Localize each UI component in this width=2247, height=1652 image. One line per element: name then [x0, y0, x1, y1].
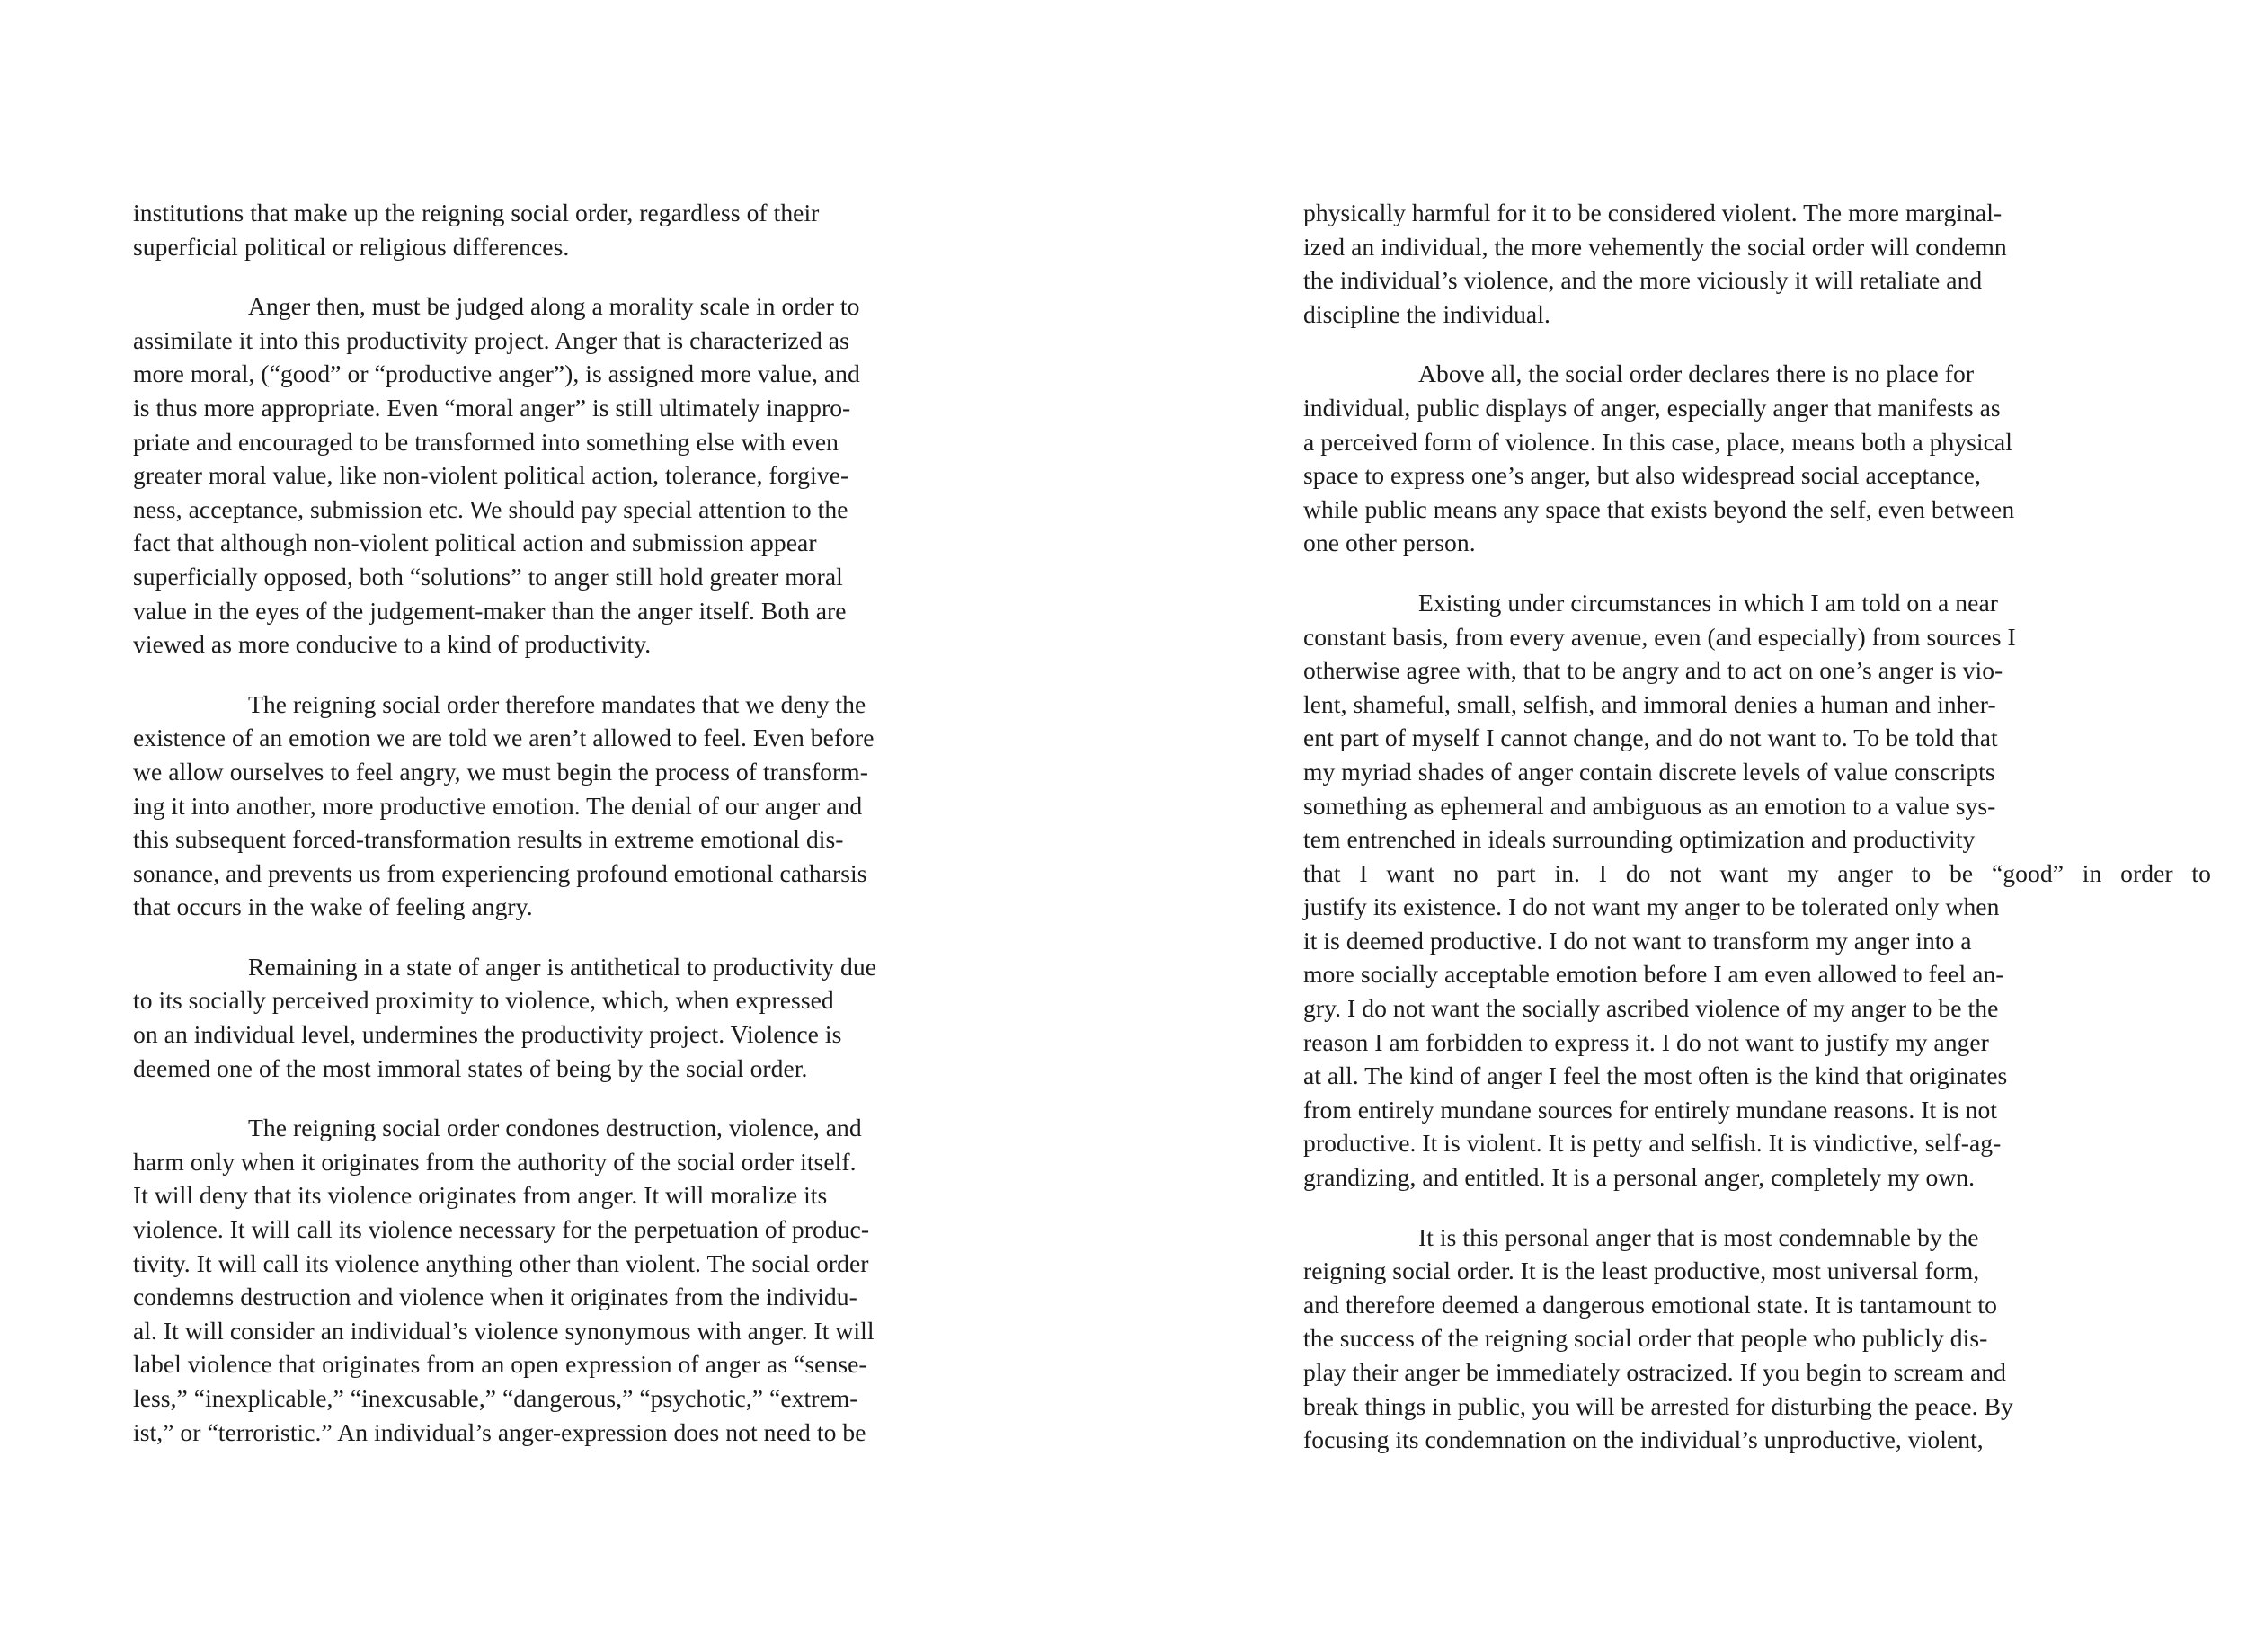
text-line: sonance, and prevents us from experiencing profound emotional catharsis: [133, 858, 867, 887]
paragraph: [133, 1111, 1043, 1449]
text-line: more moral, (“good” or “productive anger”), is assigned more value, and: [133, 360, 860, 388]
paragraph: [1303, 196, 2211, 331]
text-line: Remaining in a state of anger is antithetical to productivity due: [248, 952, 877, 981]
paragraph: [133, 196, 1043, 263]
text-line: al. It will consider an individual’s violence synonymous with anger. It will: [133, 1316, 875, 1345]
text-line: ing it into another, more productive emotion. The denial of our anger and: [133, 791, 863, 820]
text-line: label violence that originates from an open expression of anger as “sense-: [133, 1350, 867, 1379]
text-line: and therefore deemed a dangerous emotional state. It is tantamount to: [1303, 1290, 1997, 1319]
text-line: reigning social order. It is the least productive, most universal form,: [1303, 1257, 1980, 1285]
text-line: value in the eyes of the judgement-maker than the anger itself. Both are: [133, 596, 847, 625]
text-line: from entirely mundane sources for entirely mundane reasons. It is not: [1303, 1095, 1998, 1124]
text-line: ent part of myself I cannot change, and do not want to. To be told that: [1303, 724, 1998, 752]
text-line: It is this personal anger that is most condemnable by the: [1418, 1222, 1979, 1251]
text-line: individual, public displays of anger, especially anger that manifests as: [1303, 393, 2001, 422]
paragraph: [1303, 586, 2211, 1195]
text-line: tivity. It will call its violence anything other than violent. The social order: [133, 1248, 869, 1277]
text-line: It will deny that its violence originates from anger. It will moralize its: [133, 1181, 828, 1210]
paragraph: [1303, 1221, 2211, 1457]
text-line: focusing its condemnation on the individual’s unproductive, violent,: [1303, 1426, 1984, 1454]
text-line: superficially opposed, both “solutions” to anger still hold greater moral: [133, 562, 843, 591]
text-line: the success of the reigning social order that people who publicly dis-: [1303, 1324, 1988, 1353]
text-line: The reigning social order therefore mandates that we deny the: [248, 689, 866, 718]
text-line: superficial political or religious differences.: [133, 232, 570, 261]
text-line: greater moral value, like non-violent political action, tolerance, forgive-: [133, 461, 849, 490]
text-line: tem entrenched in ideals surrounding optimization and productivity: [1303, 825, 1976, 854]
text-line: we allow ourselves to feel angry, we must begin the process of transform-: [133, 757, 868, 786]
text-line: productive. It is violent. It is petty and selfish. It is vindictive, self-ag-: [1303, 1129, 2002, 1158]
text-line: justify its existence. I do not want my anger to be tolerated only when: [1303, 893, 2000, 921]
paragraph: [133, 688, 1043, 924]
text-line: grandizing, and entitled. It is a personal anger, completely my own.: [1303, 1163, 1976, 1192]
paragraph: [1303, 357, 2211, 560]
text-line: while public means any space that exists beyond the self, even between: [1303, 494, 2015, 523]
text-line: this subsequent forced-transformation results in extreme emotional dis-: [133, 825, 844, 854]
text-line: viewed as more conducive to a kind of productivity.: [133, 630, 652, 659]
text-line: assimilate it into this productivity project. Anger that is characterized as: [133, 325, 849, 354]
text-line: existence of an emotion we are told we aren’t allowed to feel. Even before: [133, 724, 875, 752]
text-line: priate and encouraged to be transformed into something else with even: [133, 427, 839, 456]
paragraph: [133, 289, 1043, 662]
text-line: at all. The kind of anger I feel the most often is the kind that originates: [1303, 1061, 2008, 1090]
text-line: ist,” or “terroristic.” An individual’s anger-expression does not need to be: [133, 1417, 866, 1446]
text-line: the individual’s violence, and the more viciously it will retaliate and: [1303, 266, 1983, 295]
text-line: condemns destruction and violence when it originates from the individu-: [133, 1283, 857, 1311]
text-line: The reigning social order condones destruction, violence, and: [248, 1114, 862, 1142]
text-line: on an individual level, undermines the productivity project. Violence is: [133, 1020, 842, 1049]
text-line: constant basis, from every avenue, even (and especially) from sources I: [1303, 622, 2016, 651]
text-line: ness, acceptance, submission etc. We should pay special attention to the: [133, 494, 848, 523]
text-line: violence. It will call its violence necessary for the perpetuation of produc-: [133, 1215, 870, 1244]
text-line: more socially acceptable emotion before I am even allowed to feel an-: [1303, 960, 2004, 989]
right-page: [1303, 196, 2211, 1483]
text-line: that occurs in the wake of feeling angry.: [133, 893, 533, 921]
text-line: harm only when it originates from the authority of the social order itself.: [133, 1147, 857, 1176]
text-line: a perceived form of violence. In this case, place, means both a physical: [1303, 427, 2012, 456]
text-line: discipline the individual.: [1303, 299, 1550, 328]
text-line: institutions that make up the reigning social order, regardless of their: [133, 199, 820, 226]
text-line: that I want no part in. I do not want my anger to be “good” in order to: [1303, 858, 2211, 887]
text-line: less,” “inexplicable,” “inexcusable,” “dangerous,” “psychotic,” “extrem-: [133, 1384, 858, 1412]
text-line: Above all, the social order declares there is no place for: [1418, 360, 1975, 388]
text-line: something as ephemeral and ambiguous as an emotion to a value sys-: [1303, 791, 1996, 820]
text-line: is thus more appropriate. Even “moral anger” is still ultimately inappro-: [133, 393, 851, 422]
text-line: fact that although non-violent political action and submission appear: [133, 528, 817, 557]
text-line: Existing under circumstances in which I am told on a near: [1418, 588, 1998, 617]
text-line: play their anger be immediately ostracized. If you begin to scream and: [1303, 1358, 2006, 1386]
text-line: Anger then, must be judged along a morality scale in order to: [248, 292, 860, 321]
text-line: gry. I do not want the socially ascribed violence of my anger to be the: [1303, 994, 1999, 1023]
text-line: otherwise agree with, that to be angry and to act on one’s anger is vio-: [1303, 656, 2003, 685]
text-line: lent, shameful, small, selfish, and immoral denies a human and inher-: [1303, 689, 1996, 718]
text-line: deemed one of the most immoral states of being by the social order.: [133, 1053, 808, 1082]
text-line: break things in public, you will be arrested for disturbing the peace. By: [1303, 1391, 2013, 1420]
text-line: my myriad shades of anger contain discrete levels of value conscripts: [1303, 757, 1995, 786]
text-line: reason I am forbidden to express it. I do not want to justify my anger: [1303, 1027, 1989, 1056]
text-line: it is deemed productive. I do not want to transform my anger into a: [1303, 926, 1972, 955]
text-line: to its socially perceived proximity to violence, which, when expressed: [133, 986, 834, 1015]
paragraph: [133, 950, 1043, 1085]
text-line: ized an individual, the more vehemently the social order will condemn: [1303, 232, 2007, 261]
text-line: physically harmful for it to be considered violent. The more marginal-: [1303, 199, 2003, 226]
text-line: one other person.: [1303, 528, 1476, 557]
left-page: [133, 196, 1043, 1475]
text-line: space to express one’s anger, but also widespread social acceptance,: [1303, 461, 1981, 490]
